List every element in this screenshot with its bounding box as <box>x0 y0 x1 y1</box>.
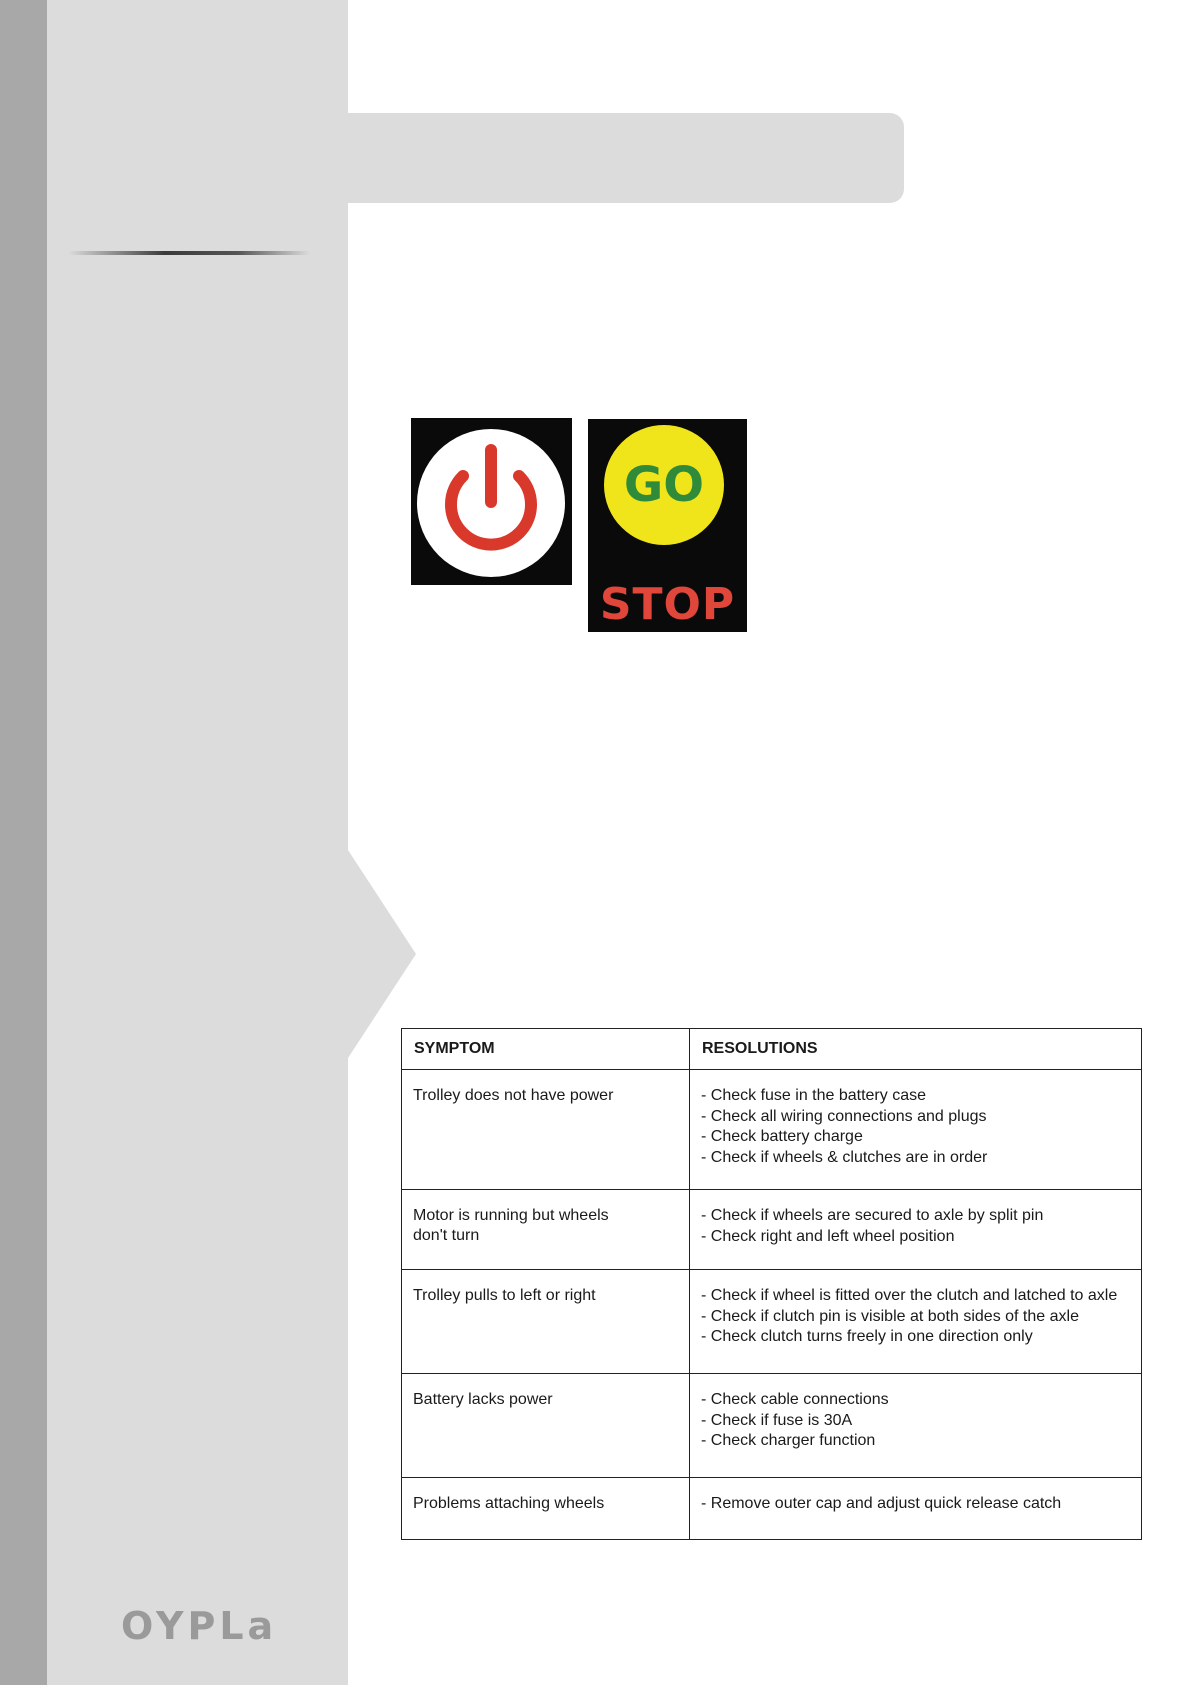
go-label: GO <box>604 425 724 545</box>
symptom-cell <box>402 1374 690 1478</box>
resolution-item: - Check if wheel is fitted over the clutch and latched to axle <box>701 1287 1118 1304</box>
table-row <box>402 1190 1142 1270</box>
go-stop-button-icon <box>588 419 747 632</box>
table-row <box>402 1374 1142 1478</box>
resolution-item: - Check fuse in the battery case <box>701 1087 926 1104</box>
sidebar-divider <box>68 251 310 255</box>
symptom-text: Problems attaching wheels <box>413 1495 605 1512</box>
power-button-icon <box>411 418 572 585</box>
resolution-item: - Check if fuse is 30A <box>701 1411 853 1429</box>
resolution-item: - Check charger function <box>701 1432 876 1449</box>
resolutions-cell <box>690 1070 1142 1190</box>
symptom-cell <box>402 1478 690 1540</box>
symptom-text: Motor is running but wheels <box>413 1207 609 1224</box>
resolution-item: - Remove outer cap and adjust quick release catch <box>701 1495 1062 1512</box>
resolution-item: - Check cable connections <box>701 1391 889 1408</box>
resolution-item: - Check if wheels & clutches are in order <box>701 1148 988 1166</box>
resolutions-cell <box>690 1374 1142 1478</box>
symptom-cell <box>402 1070 690 1190</box>
resolutions-cell <box>690 1478 1142 1540</box>
table-row <box>402 1478 1142 1540</box>
resolution-item: - Check if clutch pin is visible at both sides of the axle <box>701 1307 1079 1325</box>
resolution-item: - Check if wheels are secured to axle by split pin <box>701 1207 1044 1224</box>
symptom-text: don't turn <box>413 1227 480 1244</box>
resolutions-cell <box>690 1270 1142 1374</box>
symptom-text: Battery lacks power <box>413 1391 553 1408</box>
symptom-cell <box>402 1190 690 1270</box>
header-resolutions: RESOLUTIONS <box>690 1029 1142 1070</box>
oypla-logo: OYPLa <box>121 1604 278 1648</box>
resolutions-cell <box>690 1190 1142 1270</box>
table-row <box>402 1070 1142 1190</box>
resolution-item: - Check all wiring connections and plugs <box>701 1107 987 1125</box>
symptom-text: Trolley does not have power <box>413 1087 614 1104</box>
table-header-row <box>402 1029 1142 1070</box>
symptom-text: Trolley pulls to left or right <box>413 1287 596 1304</box>
resolution-item: - Check right and left wheel position <box>701 1227 955 1245</box>
stop-label: STOP <box>599 579 736 630</box>
resolution-item: - Check battery charge <box>701 1128 863 1145</box>
symptom-cell <box>402 1270 690 1374</box>
troubleshooting-table <box>401 1028 1142 1540</box>
table-row <box>402 1270 1142 1374</box>
header-symptom: SYMPTOM <box>402 1029 690 1070</box>
header-bar <box>348 113 904 203</box>
resolution-item: - Check clutch turns freely in one direction only <box>701 1328 1033 1345</box>
